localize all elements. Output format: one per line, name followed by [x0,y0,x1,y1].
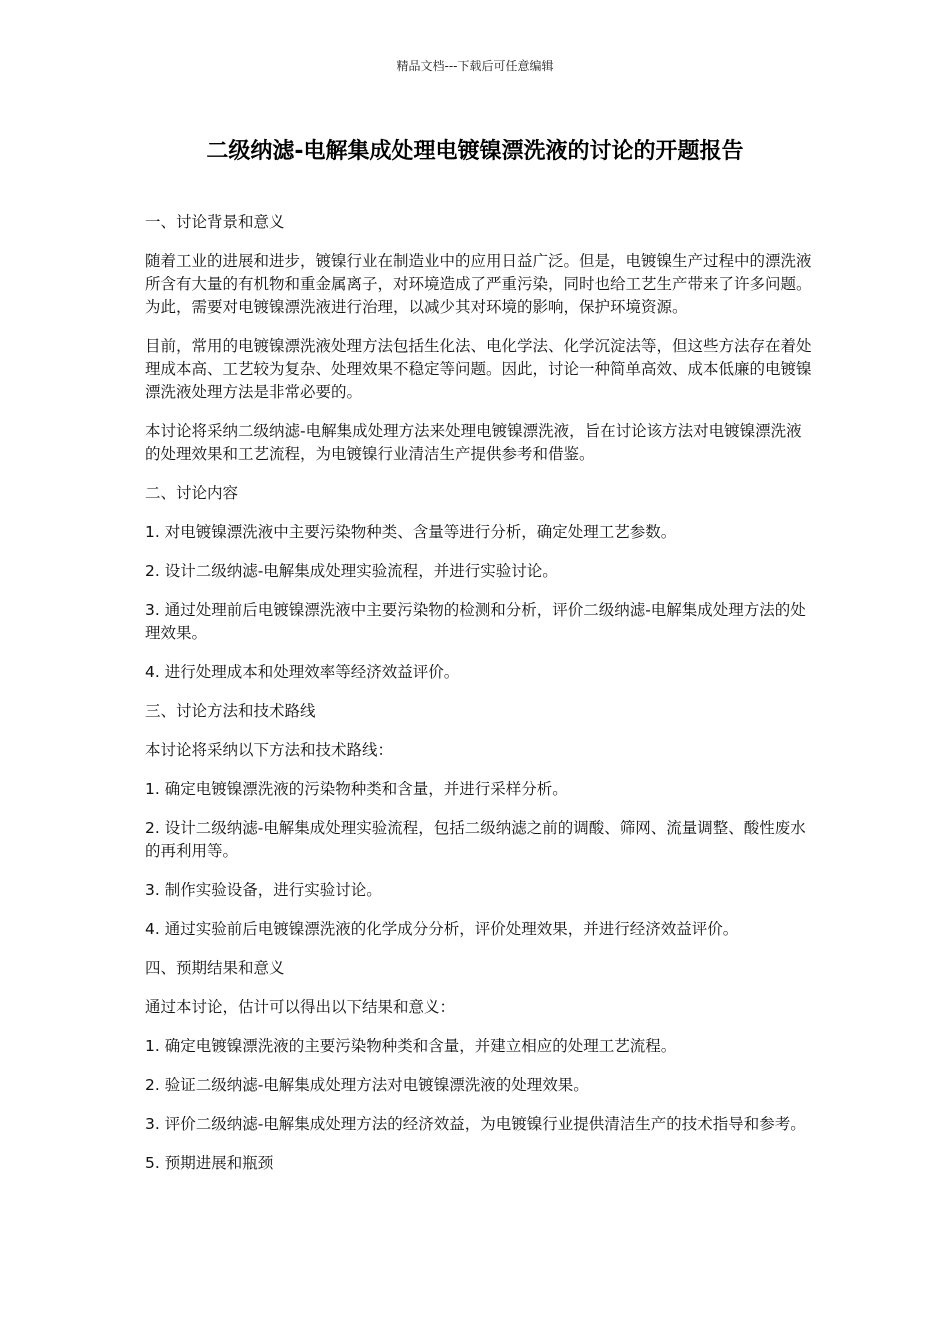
list-item: 3. 制作实验设备，进行实验讨论。 [145,881,382,899]
document-body [145,211,817,1191]
section-heading-content: 二、讨论内容 [145,484,239,502]
paragraph: 本讨论将采纳以下方法和技术路线： [145,741,394,759]
list-item: 2. 验证二级纳滤-电解集成处理方法对电镀镍漂洗液的处理效果。 [145,1076,589,1094]
paragraph: 本讨论将采纳二级纳滤-电解集成处理方法来处理电镀镍漂洗液，旨在讨论该方法对电镀镍漂洗液的处理效果和工艺流程，为电镀镍行业清洁生产提供参考和借鉴。 [145,422,802,463]
list-item: 3. 通过处理前后电镀镍漂洗液中主要污染物的检测和分析，评价二级纳滤-电解集成处理方法的处理效果。 [145,601,806,642]
list-item: 1. 对电镀镍漂洗液中主要污染物种类、含量等进行分析，确定处理工艺参数。 [145,523,677,541]
paragraph: 随着工业的进展和进步，镀镍行业在制造业中的应用日益广泛。但是，电镀镍生产过程中的漂洗液所含有大量的有机物和重金属离子，对环境造成了严重污染，同时也给工艺生产带来了许多问题。为此，需要对电镀镍漂洗液进行治理，以减少其对环境的影响，保护环境资源。 [145,252,812,316]
paragraph: 通过本讨论，估计可以得出以下结果和意义： [145,998,456,1016]
document-title: 二级纳滤-电解集成处理电镀镍漂洗液的讨论的开题报告 [206,139,744,164]
section-heading-background: 一、讨论背景和意义 [145,213,285,231]
list-item: 1. 确定电镀镍漂洗液的污染物种类和含量，并进行采样分析。 [145,780,568,798]
list-item: 2. 设计二级纳滤-电解集成处理实验流程，包括二级纳滤之前的调酸、筛网、流量调整、酸性废水的再利用等。 [145,819,806,860]
section-heading-methods: 三、讨论方法和技术路线 [145,702,316,720]
list-item: 5. 预期进展和瓶颈 [145,1154,274,1172]
paragraph: 目前，常用的电镀镍漂洗液处理方法包括生化法、电化学法、化学沉淀法等，但这些方法存在着处理成本高、工艺较为复杂、处理效果不稳定等问题。因此，讨论一种简单高效、成本低廉的电镀镍漂洗液处理方法是非常必要的。 [145,337,812,401]
list-item: 2. 设计二级纳滤-电解集成处理实验流程，并进行实验讨论。 [145,562,558,580]
list-item: 1. 确定电镀镍漂洗液的主要污染物种类和含量，并建立相应的处理工艺流程。 [145,1037,677,1055]
list-item: 4. 进行处理成本和处理效率等经济效益评价。 [145,663,460,681]
header-note: 精品文档---下载后可任意编辑 [396,59,554,73]
list-item: 4. 通过实验前后电镀镍漂洗液的化学成分分析，评价处理效果，并进行经济效益评价。 [145,920,739,938]
section-heading-results: 四、预期结果和意义 [145,959,285,977]
list-item: 3. 评价二级纳滤-电解集成处理方法的经济效益，为电镀镍行业提供清洁生产的技术指导和参考。 [145,1115,806,1133]
